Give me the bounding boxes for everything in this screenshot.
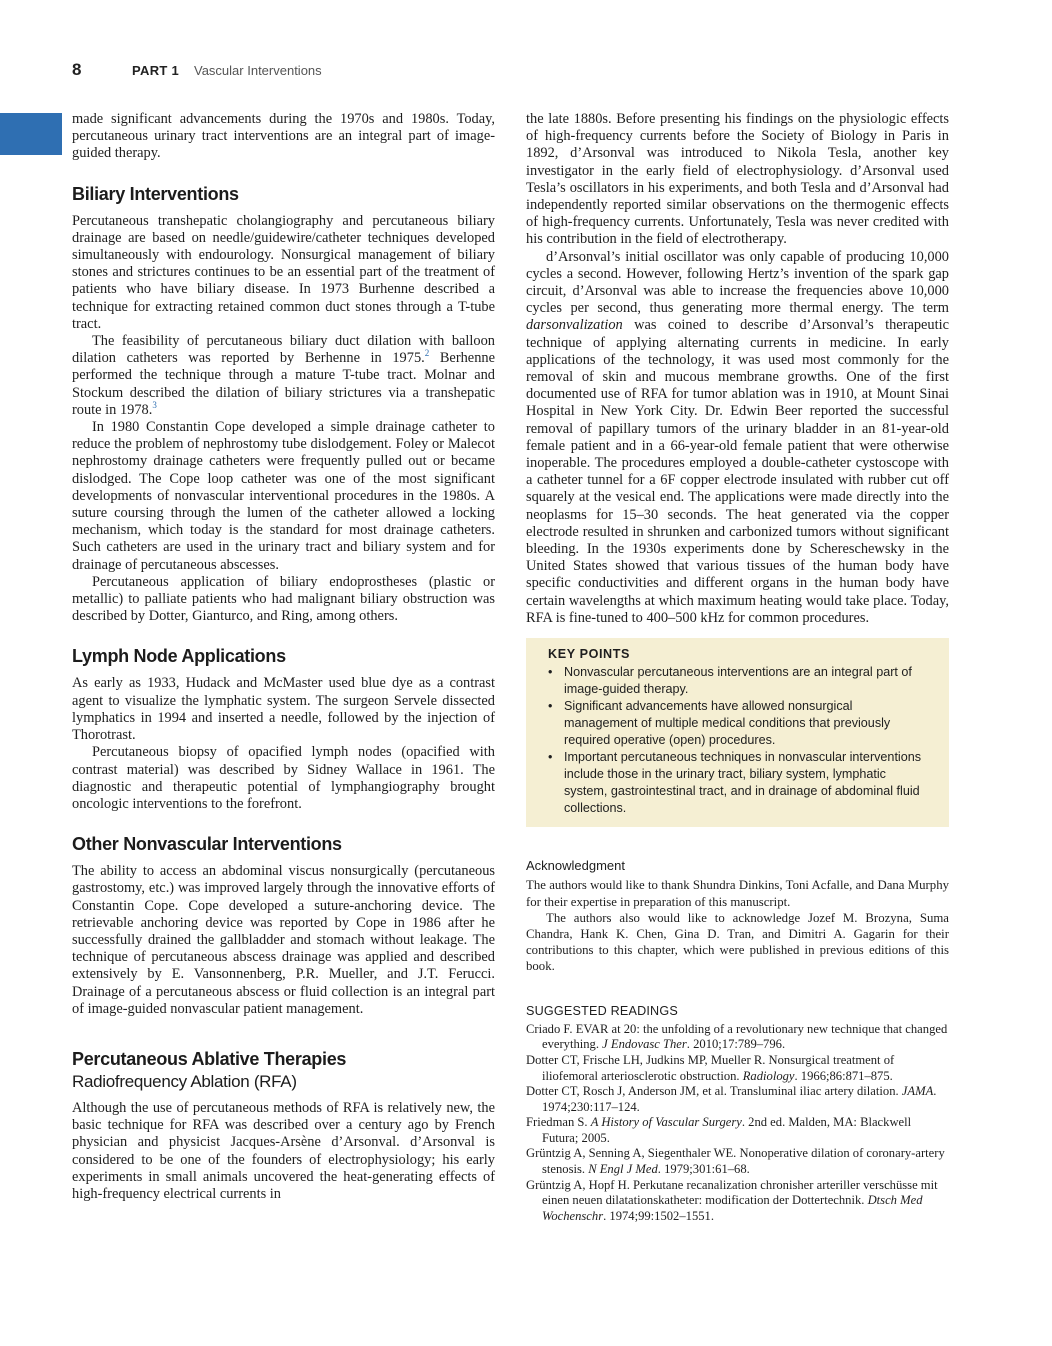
reference-list [526,1022,949,1225]
lymph-paragraph-2: Percutaneous biopsy of opacified lymph nodes (opacified with contrast material) was described by Sidney Wallace in 1961. The diagnostic and therapeutic potential of lymphangiography brought oncologic interventions to the forefront. [72,744,495,812]
part-title: Vascular Interventions [194,63,322,78]
reference-text: Grüntzig A, Hopf H. Perkutane recanalization chronisher arteriller verschüsse mit einen neuen dilatationskatheter: modification der Dottertechnik. [526,1177,938,1208]
reference-journal: A History of Vascular Surgery [590,1115,742,1130]
reference-citation: . 1979;301:61–68. [657,1162,750,1177]
reference-marker[interactable]: 2 [424,348,430,359]
reference-journal: Dtsch Med Wochenschr [542,1193,923,1223]
reference-journal: Radiology [742,1068,795,1083]
reference-item [526,1178,949,1225]
reference-item [526,1053,949,1084]
reference-text: Dotter CT, Rosch J, Anderson JM, et al. Transluminal iliac artery dilation. [526,1084,902,1099]
biliary-paragraph-3: In 1980 Constantin Cope developed a simple drainage catheter to reduce the problem of nephrostomy tube dislodgement. Foley or Malecot nephrostomy drainage catheters were frequently pulled out or became dislodged. The Cope loop catheter was one of the most significant developments of nonvascular interventional procedures in the 1980s. A suture coursing through the lumen of the catheter allowed a locking mechanism, which today is the standard for most drainage catheters. Such catheters are used in the urinary tract and biliary system and for drainage of percutaneous abscesses. [72,419,495,573]
reference-journal: N Engl J Med [588,1162,658,1177]
term-darsonvalization: darsonvalization [526,317,623,334]
page-number: 8 [72,60,82,79]
reference-text: Criado F. EVAR at 20: the unfolding of a revolutionary new technique that changed everything. [526,1021,948,1052]
lymph-paragraph-1: As early as 1933, Hudack and McMaster used blue dye as a contrast agent to visualize the lymphatic system. The surgeon Servele dissected lymphatics in 1994 and inserted a needle, followed by the injection of Thorotrast. [72,675,495,744]
biliary-p2-text-b: Berhenne performed the technique through a mature T-tube tract. Molnar and Stockum described the dilation of biliary strictures via a transhepatic route in 1978. [72,350,495,418]
reference-item [526,1146,949,1177]
heading-lymph: Lymph Node Applications [72,646,286,667]
key-points-title: KEY POINTS [548,647,631,662]
subheading-rfa: Radiofrequency Ablation (RFA) [72,1071,297,1091]
reference-journal: J Endovasc Ther [602,1037,687,1052]
part-label: PART 1 [132,63,180,78]
key-point-item: • Nonvascular percutaneous interventions are an integral part of image-guided therapy. [548,664,927,698]
biliary-p2-text-a: The feasibility of percutaneous biliary duct dilation with balloon dilation catheters was reported by Berhenne in 1975. [72,333,495,367]
key-point-item: • Important percutaneous techniques in nonvascular interventions include those in the urinary tract, biliary system, lymphatic system, gastrointestinal tract, and in drainage of abdominal fluid collections. [548,749,927,817]
other-paragraph-1: The ability to access an abdominal viscus nonsurgically (percutaneous gastrostomy, etc.) was improved largely through the innovative efforts of Constantin Cope. Cope developed a suture-anchoring device. The retrievable anchoring device was reported by Cope in 1986 after he successfully drained the gallbladder and stomach without leakage. The technique of percutaneous abscess drainage was applied and described extensively by E. Vansonnenberg, P.R. Mueller, and J.T. Ferucci. Drainage of a percutaneous abscess or fluid collection is an integral part of image-guided nonvascular patient management. [72,863,495,1017]
reference-citation: . 2010;17:789–796. [686,1037,786,1052]
reference-citation: . 1974;230:117–124. [542,1084,937,1114]
key-points-box [526,638,949,827]
right-paragraph-1: the late 1880s. Before presenting his findings on the physiologic effects of high-frequency currents before the Society of Biology in Paris in 1892, d’Arsonval was introduced to Nikola Tesla, another key investigator in the early field of electrophysiology. d’Arsonval used Tesla’s oscillators in his experiments, and both Tesla and d’Arsonval had independently reported similar observations on the thermogenic effects of high-frequency currents. Unfortunately, Tesla was never credited with his contribution in the field of electrotherapy. [526,111,949,248]
reference-journal: JAMA [901,1084,934,1099]
biliary-paragraph-2 [72,333,495,419]
heading-biliary: Biliary Interventions [72,183,239,204]
acknowledgment-title: Acknowledgment [526,858,625,874]
biliary-paragraph-1: Percutaneous transhepatic cholangiography and percutaneous biliary drainage are based on needle/guidewire/catheter techniques developed simultaneously with endourology. Nonsurgical management of biliary stones and strictures continues to be an essential part of the treatment of patients who have biliary disease. In 1973 Burhenne described a technique for extracting retained common duct stones through a T-tube tract. [72,212,495,332]
suggested-readings-title: SUGGESTED READINGS [526,1003,678,1018]
intro-paragraph: made significant advancements during the 1970s and 1980s. Today, percutaneous urinary tract interventions are an integral part of image-guided therapy. [72,111,495,162]
reference-citation: . 1974;99:1502–1551. [603,1208,714,1223]
reference-citation: . 2nd ed. Malden, MA: Blackwell Futura; 2005. [542,1115,912,1145]
reference-item [526,1115,949,1146]
section-color-tab [0,113,62,155]
key-point-item: • Significant advancements have allowed nonsurgical management of multiple medical conditions that previously required operative (open) procedures. [548,698,927,749]
reference-text: Grüntzig A, Senning A, Siegenthaler WE. Nonoperative dilation of coronary-artery stenosis. [526,1146,945,1177]
right-paragraph-2 [526,249,949,627]
reference-item [526,1084,949,1115]
biliary-paragraph-4: Percutaneous application of biliary endoprostheses (plastic or metallic) to palliate patients who had malignant biliary obstruction was described by Dotter, Gianturco, and Ring, among others. [72,573,495,625]
key-points-list [548,664,927,817]
reference-text: Friedman S. [526,1115,591,1130]
right-p2-text-a: d’Arsonval’s initial oscillator was only capable of producing 10,000 cycles a second. However, following Hertz’s invention of the spark gap circuit, d’Arsonval was able to increase the frequencies above 10,000 cycles per second, thus generating more thermal energy. The term [526,248,949,317]
reference-marker[interactable]: 3 [152,400,157,411]
right-p2-text-b: was coined to describe d’Arsonval’s therapeutic technique of applying alternating currents in medicine. In early applications of the technology, it was used most commonly for the removal of skin and mucous membrane growths. One of the first documented use of RFA for tumor ablation was in 1910, at Mount Sinai Hospital in New York City. Dr. Edwin Beer reported the successful removal of papillary tumors of the urinary bladder in an 81-year-old female patient and in a 66-year-old female patient that were otherwise inoperable. The procedures employed a double-catheter cystoscope with a catheter tunnel for a 6F copper electrode insulated with rubber cut off squarely at the vesical end. The applications were made directly into the neoplasms for 15–30 seconds. The heat generated via the copper electrode resulted in shrunken and carbonized tumors without significant bleeding. In the 1930s experiments done by Schereschewsky in the United States showed that various tissues of the human body have specific conductivities and different organs in the human body have certain wavelengths at which maximum heating would take place. Today, RFA is fine-tuned to 400–500 kHz for common procedures. [526,317,949,626]
heading-other-nonvascular: Other Nonvascular Interventions [72,834,342,855]
reference-text: Dotter CT, Frische LH, Judkins MP, Mueller R. Nonsurgical treatment of iliofemoral arteriosclerotic obstruction. [526,1052,895,1083]
reference-citation: . 1966;86:871–875. [794,1068,893,1083]
right-column [526,111,949,1224]
heading-ablative: Percutaneous Ablative Therapies [72,1048,347,1069]
reference-item [526,1022,949,1053]
ablative-paragraph-1: Although the use of percutaneous methods of RFA is relatively new, the basic technique for RFA was described over a century ago by French physician and physicist Jacques-Arsène d’Arsonval. d’Arsonval is considered to be one of the founders of electrophysiology; his early experiments in small animals uncovered the heat-generating effects of high-frequency electrical currents in [72,1099,495,1202]
acknowledgment-paragraph-2: The authors also would like to acknowledge Jozef M. Brozyna, Suma Chandra, Hank K. Chen, Gina D. Tran, and Dimitri A. Gagarin for their contributions to this chapter, which were published in previous editions of this book. [526,910,949,974]
acknowledgment-paragraph-1: The authors would like to thank Shundra Dinkins, Toni Acfalle, and Dana Murphy for their expertise in preparation of this manuscript. [526,878,949,909]
left-column [72,111,495,1203]
